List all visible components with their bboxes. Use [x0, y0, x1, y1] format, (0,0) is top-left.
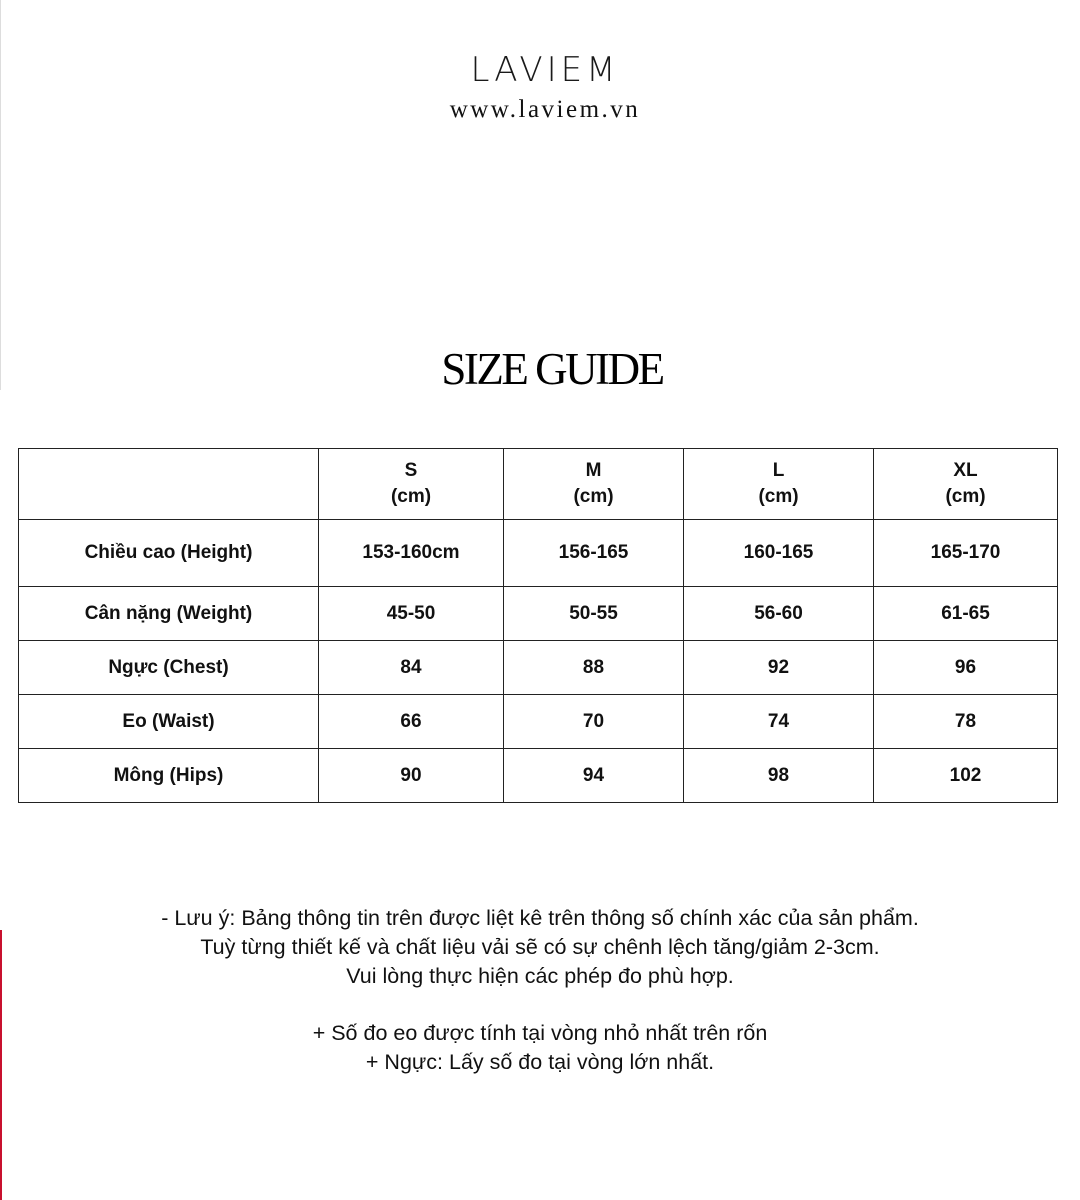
table-row — [19, 695, 1058, 749]
row-label: Mông (Hips) — [19, 749, 319, 803]
tip-line: + Ngực: Lấy số đo tại vòng lớn nhất. — [365, 1050, 715, 1074]
tip-line: + Số đo eo được tính tại vòng nhỏ nhất trên rốn — [312, 1021, 768, 1045]
cell: 156-165 — [504, 520, 684, 587]
cell: 70 — [504, 695, 684, 749]
table-row — [19, 749, 1058, 803]
website-link: www.laviem.vn — [449, 96, 641, 123]
note-line: - Lưu ý: Bảng thông tin trên được liệt kê trên thông số chính xác của sản phẩm. — [161, 906, 919, 930]
header-cell-m — [504, 449, 684, 520]
note-line: Vui lòng thực hiện các phép đo phù hợp. — [346, 964, 734, 988]
notes-section — [0, 904, 1080, 1077]
cell: 45-50 — [319, 587, 504, 641]
size-label: S — [404, 460, 418, 481]
cell: 94 — [504, 749, 684, 803]
header-cell-l — [684, 449, 874, 520]
header-empty-cell — [19, 449, 319, 520]
size-label: M — [585, 460, 602, 481]
cell: 160-165 — [684, 520, 874, 587]
cell: 66 — [319, 695, 504, 749]
unit-label: (cm) — [573, 486, 614, 507]
cell: 88 — [504, 641, 684, 695]
table-row — [19, 641, 1058, 695]
row-label: Eo (Waist) — [19, 695, 319, 749]
brand-logo: LAVIEM — [470, 50, 620, 90]
cell: 61-65 — [874, 587, 1058, 641]
cell: 50-55 — [504, 587, 684, 641]
unit-label: (cm) — [945, 486, 986, 507]
cell: 102 — [874, 749, 1058, 803]
row-label: Ngực (Chest) — [19, 641, 319, 695]
note-line: Tuỳ từng thiết kế và chất liệu vải sẽ có sự chênh lệch tăng/giảm 2-3cm. — [200, 935, 880, 959]
page-title: SIZE GUIDE — [441, 344, 663, 394]
cell: 90 — [319, 749, 504, 803]
size-label: XL — [953, 460, 978, 481]
cell: 98 — [684, 749, 874, 803]
cell: 84 — [319, 641, 504, 695]
unit-label: (cm) — [758, 486, 799, 507]
cell: 74 — [684, 695, 874, 749]
table-row — [19, 520, 1058, 587]
table-header-row — [19, 449, 1058, 520]
cell: 56-60 — [684, 587, 874, 641]
cell: 96 — [874, 641, 1058, 695]
size-table — [18, 448, 1058, 803]
unit-label: (cm) — [390, 486, 432, 507]
row-label: Cân nặng (Weight) — [19, 587, 319, 641]
row-label: Chiều cao (Height) — [19, 520, 319, 587]
header-cell-s — [319, 449, 504, 520]
cell: 153-160cm — [319, 520, 504, 587]
header-cell-xl — [874, 449, 1058, 520]
cell: 78 — [874, 695, 1058, 749]
size-label: L — [772, 460, 785, 481]
cell: 165-170 — [874, 520, 1058, 587]
table-row — [19, 587, 1058, 641]
cell: 92 — [684, 641, 874, 695]
